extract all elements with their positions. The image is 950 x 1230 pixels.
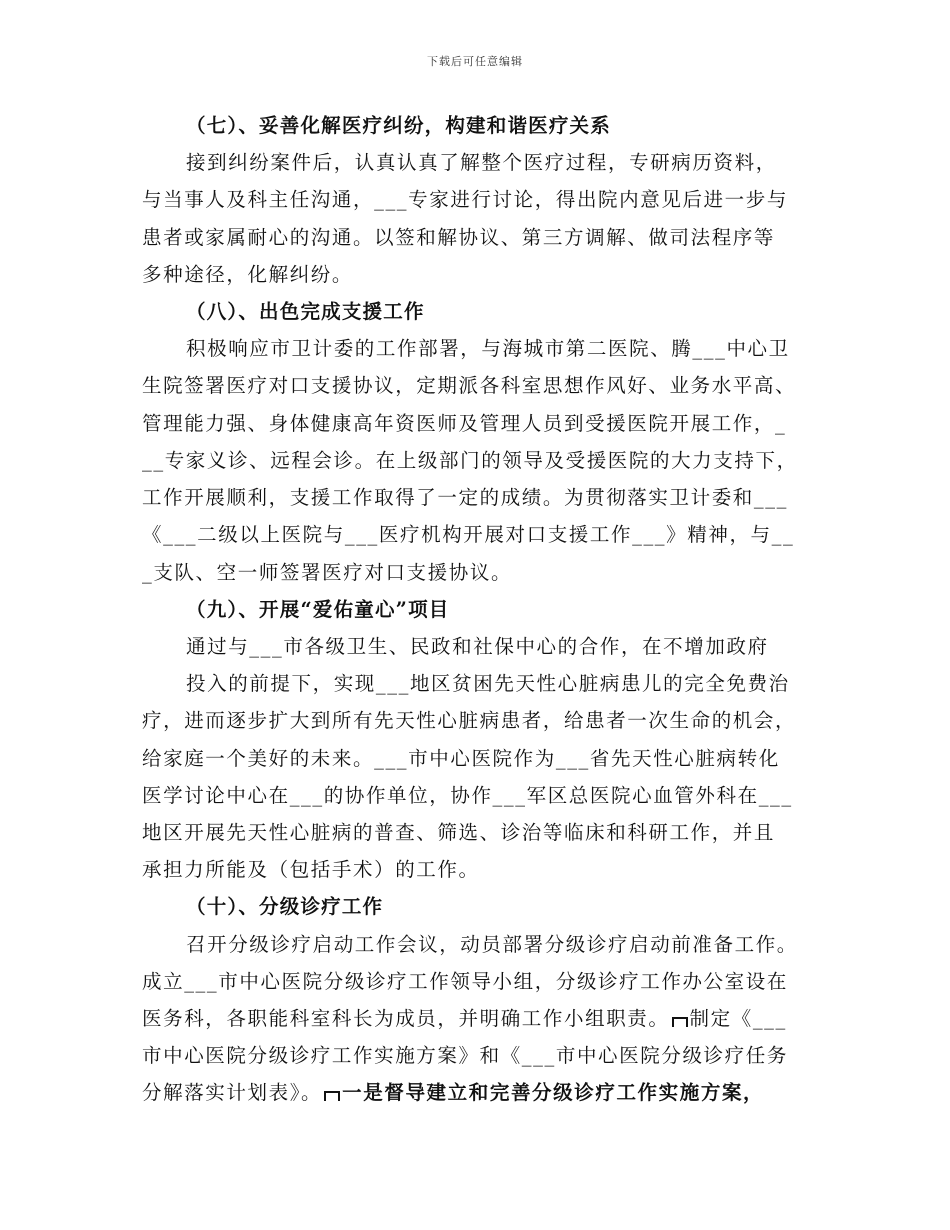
line-text: 制定《___ xyxy=(689,1007,787,1030)
paragraph-line: 工作开展顺利，支援工作取得了一定的成绩。为贯彻落实卫计委和___ xyxy=(142,486,788,509)
section-heading-9: （九）、开展“爱佑童心”项目 xyxy=(186,598,450,621)
paragraph-line: 与当事人及科主任沟通，___专家进行讨论，得出院内意见后进一步与 xyxy=(142,188,788,211)
paragraph-line: 生院签署医疗对口支援协议，定期派各科室思想作风好、业务水平高、 xyxy=(142,374,797,397)
paragraph-line xyxy=(142,1007,787,1031)
paragraph-line xyxy=(142,1081,764,1105)
paragraph-line: 投入的前提下，实现___地区贫困先天性心脏病患儿的完全免费治 xyxy=(186,672,790,695)
paragraph-line: 医学讨论中心在___的协作单位，协作___军区总医院心血管外科在___ xyxy=(142,784,793,807)
line-text-bold: 一是督导建立和完善分级诊疗工作实施方案， xyxy=(342,1081,765,1104)
bracket-mark-icon xyxy=(672,1017,688,1027)
page-header: 下载后可任意编辑 xyxy=(427,55,523,68)
paragraph-line: 通过与___市各级卫生、民政和社保中心的合作，在不增加政府 xyxy=(186,635,769,658)
section-heading-7: （七）、妥善化解医疗纠纷，构建和谐医疗关系 xyxy=(186,114,611,137)
line-text: 医务科，各职能科室科长为成员，并明确工作小组职责。 xyxy=(142,1007,670,1030)
paragraph-line: 地区开展先天性心脏病的普查、筛选、诊治等临床和科研工作，并且 xyxy=(142,821,776,844)
paragraph-line: _支队、空一师签署医疗对口支援协议。 xyxy=(142,561,513,584)
bracket-mark-icon xyxy=(324,1091,340,1101)
paragraph-line: 市中心医院分级诊疗工作实施方案》和《___市中心医院分级诊疗任务 xyxy=(142,1044,788,1067)
paragraph-line: 患者或家属耐心的沟通。以签和解协议、第三方调解、做司法程序等 xyxy=(142,226,776,249)
paragraph-line: 给家庭一个美好的未来。___市中心医院作为___省先天性心脏病转化 xyxy=(142,747,780,770)
paragraph-line: 召开分级诊疗启动工作会议，动员部署分级诊疗启动前准备工作。 xyxy=(186,933,798,956)
section-heading-8: （八）、出色完成支援工作 xyxy=(186,300,425,323)
paragraph-line: 疗，进而逐步扩大到所有先天性心脏病患者，给患者一次生命的机会， xyxy=(142,709,797,732)
paragraph-line: 承担力所能及（包括手术）的工作。 xyxy=(142,858,480,881)
paragraph-line: 接到纠纷案件后，认真认真了解整个医疗过程，专研病历资料， xyxy=(186,151,777,174)
line-text: 分解落实计划表》。 xyxy=(142,1081,323,1104)
paragraph-line: 积极响应市卫计委的工作部署，与海城市第二医院、腾___中心卫 xyxy=(186,337,790,360)
paragraph-line: 管理能力强、身体健康高年资医师及管理人员到受援医院开展工作，_ xyxy=(142,412,787,435)
paragraph-line: 多种途径，化解纠纷。 xyxy=(142,263,354,286)
section-heading-10: （十）、分级诊疗工作 xyxy=(186,895,384,918)
paragraph-line: 成立___市中心医院分级诊疗工作领导小组，分级诊疗工作办公室设在 xyxy=(142,970,788,993)
paragraph-line: 《___二级以上医院与___医疗机构开展对口支援工作___》精神，与__ xyxy=(142,523,795,546)
paragraph-line: __专家义诊、远程会诊。在上级部门的领导及受援医院的大力支持下， xyxy=(142,449,798,472)
